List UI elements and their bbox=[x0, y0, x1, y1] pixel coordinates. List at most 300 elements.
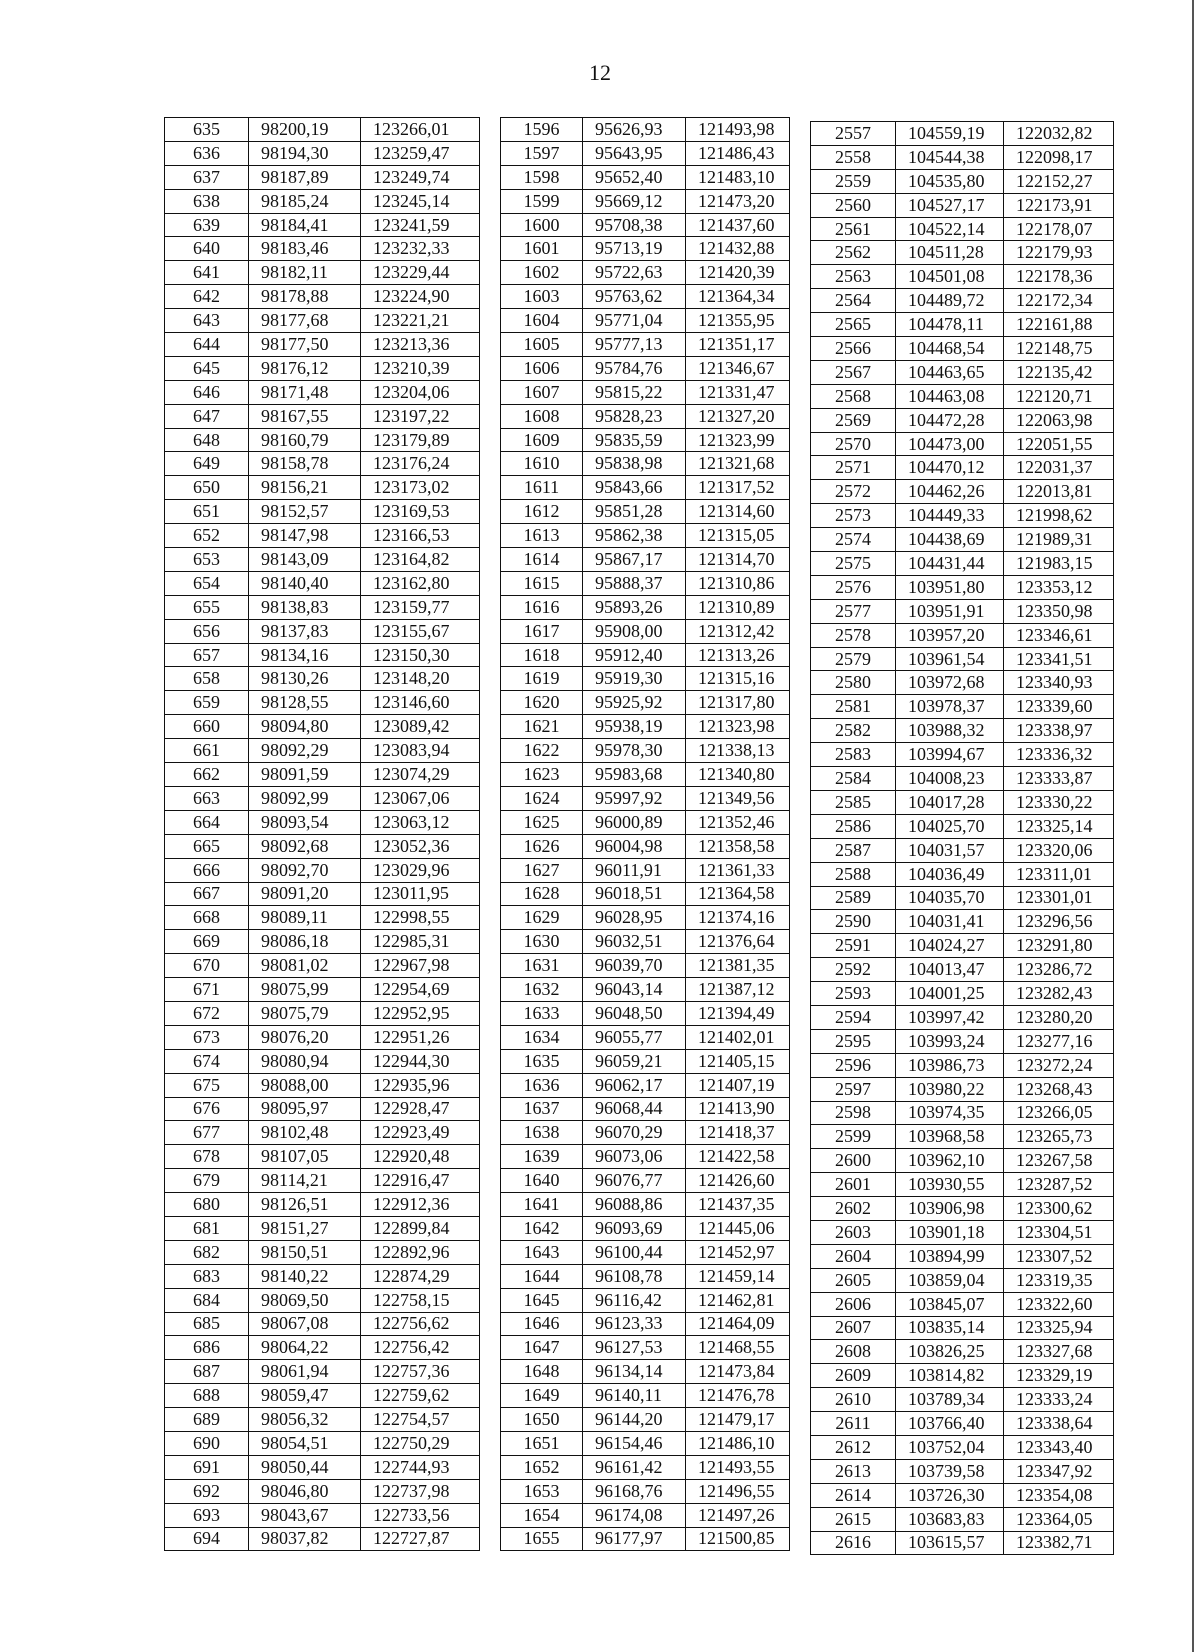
x-coordinate-cell: 96088,86 bbox=[583, 1193, 686, 1217]
table-row bbox=[811, 480, 1114, 504]
point-number-cell: 675 bbox=[165, 1073, 249, 1097]
y-coordinate-cell: 123052,36 bbox=[361, 834, 480, 858]
x-coordinate-cell: 104501,08 bbox=[896, 265, 1004, 289]
table-row bbox=[501, 1193, 790, 1217]
table-row bbox=[501, 404, 790, 428]
table-row bbox=[811, 1483, 1114, 1507]
y-coordinate-cell: 122952,95 bbox=[361, 1001, 480, 1025]
table-row bbox=[811, 145, 1114, 169]
table-row bbox=[501, 1288, 790, 1312]
point-number-cell: 2609 bbox=[811, 1364, 896, 1388]
point-number-cell: 2586 bbox=[811, 814, 896, 838]
y-coordinate-cell: 121315,05 bbox=[686, 524, 790, 548]
table-row bbox=[501, 261, 790, 285]
point-number-cell: 2594 bbox=[811, 1005, 896, 1029]
table-row bbox=[501, 1001, 790, 1025]
table-row bbox=[501, 213, 790, 237]
x-coordinate-cell: 98200,19 bbox=[249, 118, 361, 142]
x-coordinate-cell: 103994,67 bbox=[896, 743, 1004, 767]
table-row bbox=[811, 1149, 1114, 1173]
point-number-cell: 645 bbox=[165, 356, 249, 380]
x-coordinate-cell: 98134,16 bbox=[249, 643, 361, 667]
x-coordinate-cell: 104017,28 bbox=[896, 790, 1004, 814]
x-coordinate-cell: 103961,54 bbox=[896, 647, 1004, 671]
y-coordinate-cell: 121432,88 bbox=[686, 237, 790, 261]
scan-edge-line bbox=[1192, 0, 1194, 1652]
point-number-cell: 1618 bbox=[501, 643, 583, 667]
table-row bbox=[165, 1121, 480, 1145]
point-number-cell: 671 bbox=[165, 978, 249, 1002]
y-coordinate-cell: 122967,98 bbox=[361, 954, 480, 978]
table-row bbox=[811, 432, 1114, 456]
point-number-cell: 1645 bbox=[501, 1288, 583, 1312]
point-number-cell: 2611 bbox=[811, 1412, 896, 1436]
y-coordinate-cell: 121364,34 bbox=[686, 285, 790, 309]
point-number-cell: 2557 bbox=[811, 122, 896, 146]
y-coordinate-cell: 123083,94 bbox=[361, 739, 480, 763]
point-number-cell: 2579 bbox=[811, 647, 896, 671]
x-coordinate-cell: 103752,04 bbox=[896, 1435, 1004, 1459]
point-number-cell: 2584 bbox=[811, 767, 896, 791]
point-number-cell: 2561 bbox=[811, 217, 896, 241]
point-number-cell: 639 bbox=[165, 213, 249, 237]
table-row bbox=[501, 1455, 790, 1479]
y-coordinate-cell: 122928,47 bbox=[361, 1097, 480, 1121]
y-coordinate-cell: 121413,90 bbox=[686, 1097, 790, 1121]
y-coordinate-cell: 123382,71 bbox=[1004, 1531, 1114, 1555]
point-number-cell: 655 bbox=[165, 595, 249, 619]
x-coordinate-cell: 95938,19 bbox=[583, 715, 686, 739]
x-coordinate-cell: 96062,17 bbox=[583, 1073, 686, 1097]
table-row bbox=[501, 237, 790, 261]
point-number-cell: 1655 bbox=[501, 1527, 583, 1551]
x-coordinate-cell: 98059,47 bbox=[249, 1384, 361, 1408]
x-coordinate-cell: 95997,92 bbox=[583, 786, 686, 810]
x-coordinate-cell: 96168,76 bbox=[583, 1479, 686, 1503]
table-row bbox=[501, 571, 790, 595]
point-number-cell: 1609 bbox=[501, 428, 583, 452]
y-coordinate-cell: 123229,44 bbox=[361, 261, 480, 285]
point-number-cell: 641 bbox=[165, 261, 249, 285]
point-number-cell: 2568 bbox=[811, 384, 896, 408]
table-row bbox=[501, 1049, 790, 1073]
y-coordinate-cell: 123265,73 bbox=[1004, 1125, 1114, 1149]
table-row bbox=[165, 548, 480, 572]
point-number-cell: 1611 bbox=[501, 476, 583, 500]
y-coordinate-cell: 123277,16 bbox=[1004, 1029, 1114, 1053]
point-number-cell: 1632 bbox=[501, 978, 583, 1002]
point-number-cell: 651 bbox=[165, 500, 249, 524]
point-number-cell: 666 bbox=[165, 858, 249, 882]
point-number-cell: 2590 bbox=[811, 910, 896, 934]
table-row bbox=[501, 141, 790, 165]
y-coordinate-cell: 121317,80 bbox=[686, 691, 790, 715]
x-coordinate-cell: 96116,42 bbox=[583, 1288, 686, 1312]
point-number-cell: 1636 bbox=[501, 1073, 583, 1097]
table-row bbox=[501, 1169, 790, 1193]
x-coordinate-cell: 95919,30 bbox=[583, 667, 686, 691]
table-row bbox=[165, 189, 480, 213]
y-coordinate-cell: 123179,89 bbox=[361, 428, 480, 452]
y-coordinate-cell: 121312,42 bbox=[686, 619, 790, 643]
y-coordinate-cell: 123338,97 bbox=[1004, 719, 1114, 743]
point-number-cell: 2585 bbox=[811, 790, 896, 814]
table-row bbox=[165, 118, 480, 142]
point-number-cell: 1600 bbox=[501, 213, 583, 237]
table-row bbox=[165, 619, 480, 643]
y-coordinate-cell: 122899,84 bbox=[361, 1216, 480, 1240]
point-number-cell: 1633 bbox=[501, 1001, 583, 1025]
y-coordinate-cell: 123162,80 bbox=[361, 571, 480, 595]
x-coordinate-cell: 103974,35 bbox=[896, 1101, 1004, 1125]
x-coordinate-cell: 103962,10 bbox=[896, 1149, 1004, 1173]
point-number-cell: 687 bbox=[165, 1360, 249, 1384]
table-row bbox=[811, 886, 1114, 910]
table-row bbox=[501, 1145, 790, 1169]
table-row bbox=[501, 930, 790, 954]
point-number-cell: 1651 bbox=[501, 1431, 583, 1455]
point-number-cell: 2610 bbox=[811, 1388, 896, 1412]
table-row bbox=[811, 193, 1114, 217]
y-coordinate-cell: 121500,85 bbox=[686, 1527, 790, 1551]
x-coordinate-cell: 103980,22 bbox=[896, 1077, 1004, 1101]
y-coordinate-cell: 123325,94 bbox=[1004, 1316, 1114, 1340]
x-coordinate-cell: 103835,14 bbox=[896, 1316, 1004, 1340]
point-number-cell: 657 bbox=[165, 643, 249, 667]
y-coordinate-cell: 121420,39 bbox=[686, 261, 790, 285]
table-row bbox=[811, 169, 1114, 193]
x-coordinate-cell: 98081,02 bbox=[249, 954, 361, 978]
table-row bbox=[501, 285, 790, 309]
point-number-cell: 1647 bbox=[501, 1336, 583, 1360]
table-row bbox=[811, 504, 1114, 528]
y-coordinate-cell: 122161,88 bbox=[1004, 313, 1114, 337]
point-number-cell: 1643 bbox=[501, 1240, 583, 1264]
y-coordinate-cell: 122998,55 bbox=[361, 906, 480, 930]
y-coordinate-cell: 123329,19 bbox=[1004, 1364, 1114, 1388]
y-coordinate-cell: 122737,98 bbox=[361, 1479, 480, 1503]
table-row bbox=[811, 1292, 1114, 1316]
point-number-cell: 1644 bbox=[501, 1264, 583, 1288]
x-coordinate-cell: 96123,33 bbox=[583, 1312, 686, 1336]
x-coordinate-cell: 96039,70 bbox=[583, 954, 686, 978]
point-number-cell: 2605 bbox=[811, 1268, 896, 1292]
point-number-cell: 2572 bbox=[811, 480, 896, 504]
x-coordinate-cell: 96174,08 bbox=[583, 1503, 686, 1527]
x-coordinate-cell: 104478,11 bbox=[896, 313, 1004, 337]
x-coordinate-cell: 104489,72 bbox=[896, 289, 1004, 313]
x-coordinate-cell: 98147,98 bbox=[249, 524, 361, 548]
point-number-cell: 2570 bbox=[811, 432, 896, 456]
x-coordinate-cell: 95893,26 bbox=[583, 595, 686, 619]
point-number-cell: 1649 bbox=[501, 1384, 583, 1408]
point-number-cell: 1614 bbox=[501, 548, 583, 572]
x-coordinate-cell: 95851,28 bbox=[583, 500, 686, 524]
y-coordinate-cell: 121310,86 bbox=[686, 571, 790, 595]
y-coordinate-cell: 123155,67 bbox=[361, 619, 480, 643]
point-number-cell: 1642 bbox=[501, 1216, 583, 1240]
y-coordinate-cell: 123011,95 bbox=[361, 882, 480, 906]
y-coordinate-cell: 123266,01 bbox=[361, 118, 480, 142]
y-coordinate-cell: 121483,10 bbox=[686, 165, 790, 189]
point-number-cell: 648 bbox=[165, 428, 249, 452]
y-coordinate-cell: 122178,36 bbox=[1004, 265, 1114, 289]
point-number-cell: 1602 bbox=[501, 261, 583, 285]
table-row bbox=[165, 1527, 480, 1551]
table-row bbox=[811, 265, 1114, 289]
table-row bbox=[501, 1384, 790, 1408]
x-coordinate-cell: 96134,14 bbox=[583, 1360, 686, 1384]
table-row bbox=[165, 763, 480, 787]
table-row bbox=[501, 500, 790, 524]
table-row bbox=[501, 1240, 790, 1264]
x-coordinate-cell: 104035,70 bbox=[896, 886, 1004, 910]
point-number-cell: 2573 bbox=[811, 504, 896, 528]
y-coordinate-cell: 121361,33 bbox=[686, 858, 790, 882]
point-number-cell: 682 bbox=[165, 1240, 249, 1264]
point-number-cell: 2578 bbox=[811, 623, 896, 647]
table-row bbox=[165, 786, 480, 810]
y-coordinate-cell: 121317,52 bbox=[686, 476, 790, 500]
y-coordinate-cell: 122031,37 bbox=[1004, 456, 1114, 480]
table-row bbox=[501, 428, 790, 452]
y-coordinate-cell: 123320,06 bbox=[1004, 838, 1114, 862]
x-coordinate-cell: 98080,94 bbox=[249, 1049, 361, 1073]
x-coordinate-cell: 98046,80 bbox=[249, 1479, 361, 1503]
y-coordinate-cell: 122120,71 bbox=[1004, 384, 1114, 408]
y-coordinate-cell: 121405,15 bbox=[686, 1049, 790, 1073]
table-row bbox=[165, 739, 480, 763]
x-coordinate-cell: 98076,20 bbox=[249, 1025, 361, 1049]
x-coordinate-cell: 95908,00 bbox=[583, 619, 686, 643]
point-number-cell: 2597 bbox=[811, 1077, 896, 1101]
point-number-cell: 1638 bbox=[501, 1121, 583, 1145]
table-row bbox=[165, 715, 480, 739]
point-number-cell: 2614 bbox=[811, 1483, 896, 1507]
y-coordinate-cell: 121464,09 bbox=[686, 1312, 790, 1336]
point-number-cell: 2562 bbox=[811, 241, 896, 265]
y-coordinate-cell: 123327,68 bbox=[1004, 1340, 1114, 1364]
y-coordinate-cell: 121351,17 bbox=[686, 333, 790, 357]
y-coordinate-cell: 122135,42 bbox=[1004, 360, 1114, 384]
x-coordinate-cell: 98187,89 bbox=[249, 165, 361, 189]
x-coordinate-cell: 103978,37 bbox=[896, 695, 1004, 719]
y-coordinate-cell: 123291,80 bbox=[1004, 934, 1114, 958]
y-coordinate-cell: 122912,36 bbox=[361, 1193, 480, 1217]
x-coordinate-cell: 98126,51 bbox=[249, 1193, 361, 1217]
point-number-cell: 692 bbox=[165, 1479, 249, 1503]
table-row bbox=[811, 384, 1114, 408]
table-row bbox=[501, 548, 790, 572]
table-row bbox=[811, 1364, 1114, 1388]
point-number-cell: 669 bbox=[165, 930, 249, 954]
y-coordinate-cell: 122148,75 bbox=[1004, 337, 1114, 361]
x-coordinate-cell: 103726,30 bbox=[896, 1483, 1004, 1507]
table-row bbox=[165, 1479, 480, 1503]
point-number-cell: 1625 bbox=[501, 810, 583, 834]
table-row bbox=[165, 1073, 480, 1097]
x-coordinate-cell: 98177,50 bbox=[249, 333, 361, 357]
point-number-cell: 2565 bbox=[811, 313, 896, 337]
table-row bbox=[165, 858, 480, 882]
point-number-cell: 681 bbox=[165, 1216, 249, 1240]
table-row bbox=[811, 1220, 1114, 1244]
y-coordinate-cell: 123164,82 bbox=[361, 548, 480, 572]
x-coordinate-cell: 98092,70 bbox=[249, 858, 361, 882]
x-coordinate-cell: 98086,18 bbox=[249, 930, 361, 954]
y-coordinate-cell: 121437,35 bbox=[686, 1193, 790, 1217]
y-coordinate-cell: 122916,47 bbox=[361, 1169, 480, 1193]
table-row bbox=[811, 289, 1114, 313]
x-coordinate-cell: 104463,08 bbox=[896, 384, 1004, 408]
table-row bbox=[165, 1312, 480, 1336]
table-row bbox=[811, 1077, 1114, 1101]
x-coordinate-cell: 98138,83 bbox=[249, 595, 361, 619]
point-number-cell: 658 bbox=[165, 667, 249, 691]
x-coordinate-cell: 103988,32 bbox=[896, 719, 1004, 743]
x-coordinate-cell: 98088,00 bbox=[249, 1073, 361, 1097]
y-coordinate-cell: 123296,56 bbox=[1004, 910, 1114, 934]
y-coordinate-cell: 121497,26 bbox=[686, 1503, 790, 1527]
point-number-cell: 1598 bbox=[501, 165, 583, 189]
y-coordinate-cell: 122920,48 bbox=[361, 1145, 480, 1169]
point-number-cell: 1622 bbox=[501, 739, 583, 763]
y-coordinate-cell: 121437,60 bbox=[686, 213, 790, 237]
y-coordinate-cell: 122013,81 bbox=[1004, 480, 1114, 504]
table-row bbox=[501, 619, 790, 643]
x-coordinate-cell: 98171,48 bbox=[249, 380, 361, 404]
x-coordinate-cell: 104473,00 bbox=[896, 432, 1004, 456]
x-coordinate-cell: 104470,12 bbox=[896, 456, 1004, 480]
point-number-cell: 653 bbox=[165, 548, 249, 572]
point-number-cell: 1610 bbox=[501, 452, 583, 476]
x-coordinate-cell: 98177,68 bbox=[249, 309, 361, 333]
x-coordinate-cell: 98091,20 bbox=[249, 882, 361, 906]
table-row bbox=[811, 695, 1114, 719]
x-coordinate-cell: 103859,04 bbox=[896, 1268, 1004, 1292]
point-number-cell: 2592 bbox=[811, 958, 896, 982]
y-coordinate-cell: 123340,93 bbox=[1004, 671, 1114, 695]
table-row bbox=[501, 643, 790, 667]
y-coordinate-cell: 121315,16 bbox=[686, 667, 790, 691]
y-coordinate-cell: 122757,36 bbox=[361, 1360, 480, 1384]
x-coordinate-cell: 103968,58 bbox=[896, 1125, 1004, 1149]
point-number-cell: 1629 bbox=[501, 906, 583, 930]
x-coordinate-cell: 98091,59 bbox=[249, 763, 361, 787]
point-number-cell: 636 bbox=[165, 141, 249, 165]
x-coordinate-cell: 96093,69 bbox=[583, 1216, 686, 1240]
table-row bbox=[501, 1312, 790, 1336]
point-number-cell: 1616 bbox=[501, 595, 583, 619]
point-number-cell: 656 bbox=[165, 619, 249, 643]
x-coordinate-cell: 98114,21 bbox=[249, 1169, 361, 1193]
y-coordinate-cell: 123319,35 bbox=[1004, 1268, 1114, 1292]
point-number-cell: 1599 bbox=[501, 189, 583, 213]
table-row bbox=[811, 1173, 1114, 1197]
x-coordinate-cell: 104522,14 bbox=[896, 217, 1004, 241]
table-row bbox=[165, 1193, 480, 1217]
y-coordinate-cell: 123232,33 bbox=[361, 237, 480, 261]
y-coordinate-cell: 123300,62 bbox=[1004, 1197, 1114, 1221]
y-coordinate-cell: 122178,07 bbox=[1004, 217, 1114, 241]
point-number-cell: 2564 bbox=[811, 289, 896, 313]
y-coordinate-cell: 121459,14 bbox=[686, 1264, 790, 1288]
table-row bbox=[501, 906, 790, 930]
point-number-cell: 2600 bbox=[811, 1149, 896, 1173]
x-coordinate-cell: 103826,25 bbox=[896, 1340, 1004, 1364]
x-coordinate-cell: 98158,78 bbox=[249, 452, 361, 476]
table-row bbox=[501, 1360, 790, 1384]
y-coordinate-cell: 122750,29 bbox=[361, 1431, 480, 1455]
point-number-cell: 1641 bbox=[501, 1193, 583, 1217]
x-coordinate-cell: 95912,40 bbox=[583, 643, 686, 667]
table-row bbox=[165, 309, 480, 333]
x-coordinate-cell: 98152,57 bbox=[249, 500, 361, 524]
point-number-cell: 654 bbox=[165, 571, 249, 595]
x-coordinate-cell: 98075,79 bbox=[249, 1001, 361, 1025]
table-row bbox=[811, 122, 1114, 146]
table-row bbox=[501, 1527, 790, 1551]
point-number-cell: 2563 bbox=[811, 265, 896, 289]
table-row bbox=[165, 428, 480, 452]
x-coordinate-cell: 104024,27 bbox=[896, 934, 1004, 958]
table-row bbox=[165, 1025, 480, 1049]
y-coordinate-cell: 123221,21 bbox=[361, 309, 480, 333]
point-number-cell: 2567 bbox=[811, 360, 896, 384]
x-coordinate-cell: 98184,41 bbox=[249, 213, 361, 237]
table-row bbox=[811, 1435, 1114, 1459]
x-coordinate-cell: 98089,11 bbox=[249, 906, 361, 930]
table-row bbox=[501, 165, 790, 189]
point-number-cell: 677 bbox=[165, 1121, 249, 1145]
y-coordinate-cell: 121313,26 bbox=[686, 643, 790, 667]
x-coordinate-cell: 104511,28 bbox=[896, 241, 1004, 265]
point-number-cell: 691 bbox=[165, 1455, 249, 1479]
x-coordinate-cell: 98156,21 bbox=[249, 476, 361, 500]
x-coordinate-cell: 104527,17 bbox=[896, 193, 1004, 217]
table-row bbox=[501, 595, 790, 619]
y-coordinate-cell: 121323,98 bbox=[686, 715, 790, 739]
point-number-cell: 1617 bbox=[501, 619, 583, 643]
point-number-cell: 665 bbox=[165, 834, 249, 858]
point-number-cell: 683 bbox=[165, 1264, 249, 1288]
point-number-cell: 694 bbox=[165, 1527, 249, 1551]
x-coordinate-cell: 104001,25 bbox=[896, 982, 1004, 1006]
y-coordinate-cell: 121327,20 bbox=[686, 404, 790, 428]
y-coordinate-cell: 123169,53 bbox=[361, 500, 480, 524]
table-row bbox=[811, 623, 1114, 647]
y-coordinate-cell: 122733,56 bbox=[361, 1503, 480, 1527]
table-row bbox=[811, 360, 1114, 384]
table-row bbox=[501, 786, 790, 810]
y-coordinate-cell: 123364,05 bbox=[1004, 1507, 1114, 1531]
x-coordinate-cell: 95978,30 bbox=[583, 739, 686, 763]
x-coordinate-cell: 98140,22 bbox=[249, 1264, 361, 1288]
y-coordinate-cell: 123307,52 bbox=[1004, 1244, 1114, 1268]
table-row bbox=[165, 1455, 480, 1479]
x-coordinate-cell: 96055,77 bbox=[583, 1025, 686, 1049]
point-number-cell: 1652 bbox=[501, 1455, 583, 1479]
x-coordinate-cell: 96100,44 bbox=[583, 1240, 686, 1264]
table-row bbox=[501, 739, 790, 763]
point-number-cell: 1639 bbox=[501, 1145, 583, 1169]
x-coordinate-cell: 95925,92 bbox=[583, 691, 686, 715]
table-row bbox=[165, 810, 480, 834]
x-coordinate-cell: 104036,49 bbox=[896, 862, 1004, 886]
x-coordinate-cell: 96127,53 bbox=[583, 1336, 686, 1360]
x-coordinate-cell: 103901,18 bbox=[896, 1220, 1004, 1244]
table-row bbox=[165, 213, 480, 237]
